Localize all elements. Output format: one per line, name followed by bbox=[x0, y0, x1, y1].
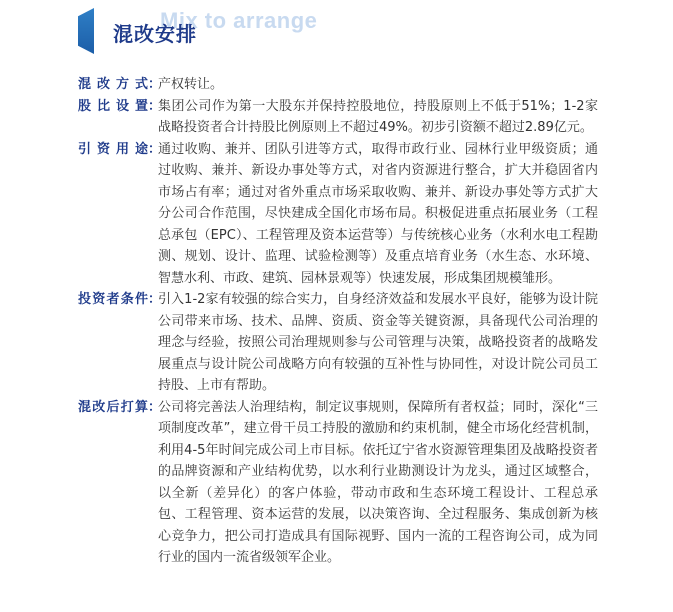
section-capital-use bbox=[78, 139, 598, 290]
section-text: 引入1-2家有较强的综合实力，自身经济效益和发展水平良好，能够为设计院公司带来市场、技术、品牌、资质、资金等关键资源，具备现代公司治理的理念与经验，按照公司治理规则参与公司管理与决策，战略投资者的战略发展重点与设计院公司战略方向有较强的互补性与协同性，对设计院公司员工持股、上市有帮助。 bbox=[158, 292, 598, 393]
section-label: 股比设置： bbox=[78, 98, 162, 114]
section-label: 投资者条件： bbox=[78, 292, 162, 307]
section-text: 通过收购、兼并、团队引进等方式，取得市政行业、园林行业甲级资质；通过收购、兼并、新设办事处等方式，对省内资源进行整合，扩大并稳固省内市场占有率；通过对省外重点市场采取收购、兼并、新设办事处等方式扩大分公司合作范围，尽快建成全国化市场布局。积极促进重点拓展业务（工程总承包（EPC）、工程管理及资本运营等）与传统核心业务（水利水电工程勘测、规划、设计、监理、试验检测等）及重点培育业务（水生态、水环境、智慧水利、市政、建筑、园林景观等）快速发展，形成集团规模雏形。 bbox=[158, 141, 598, 286]
section-text: 集团公司作为第一大股东并保持控股地位，持股原则上不低于51%；1-2家战略投资者合计持股比例原则上不超过49%。初步引资额不超过2.89亿元。 bbox=[158, 98, 598, 135]
arrangement-list bbox=[78, 74, 598, 569]
title-watermark: Mix to arrange bbox=[160, 8, 318, 33]
section-label: 引资用途： bbox=[78, 141, 162, 157]
page-title: 混改安排 bbox=[113, 22, 197, 46]
section-investor-conditions bbox=[78, 289, 598, 397]
section-label: 混改方式： bbox=[78, 77, 162, 92]
title-accent-bar bbox=[78, 8, 94, 54]
section-method bbox=[78, 74, 598, 96]
section-post-reform-plan bbox=[78, 397, 598, 569]
section-text: 公司将完善法人治理结构，制定议事规则，保障所有者权益；同时，深化“三项制度改革”，建立骨干员工持股的激励和约束机制，健全市场化经营机制，利用4-5年时间完成公司上市目标。依托辽宁省水资源管理集团及战略投资者的品牌资源和产业结构优势，以水利行业勘测设计为龙头，通过区域整合，以全新（差异化）的客户体验，带动市政和生态环境工程设计、工程总承包、工程管理、资本运营的发展，以决策咨询、全过程服务、集成创新为核心竞争力，把公司打造成具有国际视野、国内一流的工程咨询公司，成为同行业的国内一流省级领军企业。 bbox=[158, 399, 598, 565]
section-header bbox=[0, 0, 673, 70]
section-text: 产权转让。 bbox=[158, 77, 224, 92]
section-shareholding bbox=[78, 96, 598, 139]
section-label: 混改后打算： bbox=[78, 399, 162, 415]
